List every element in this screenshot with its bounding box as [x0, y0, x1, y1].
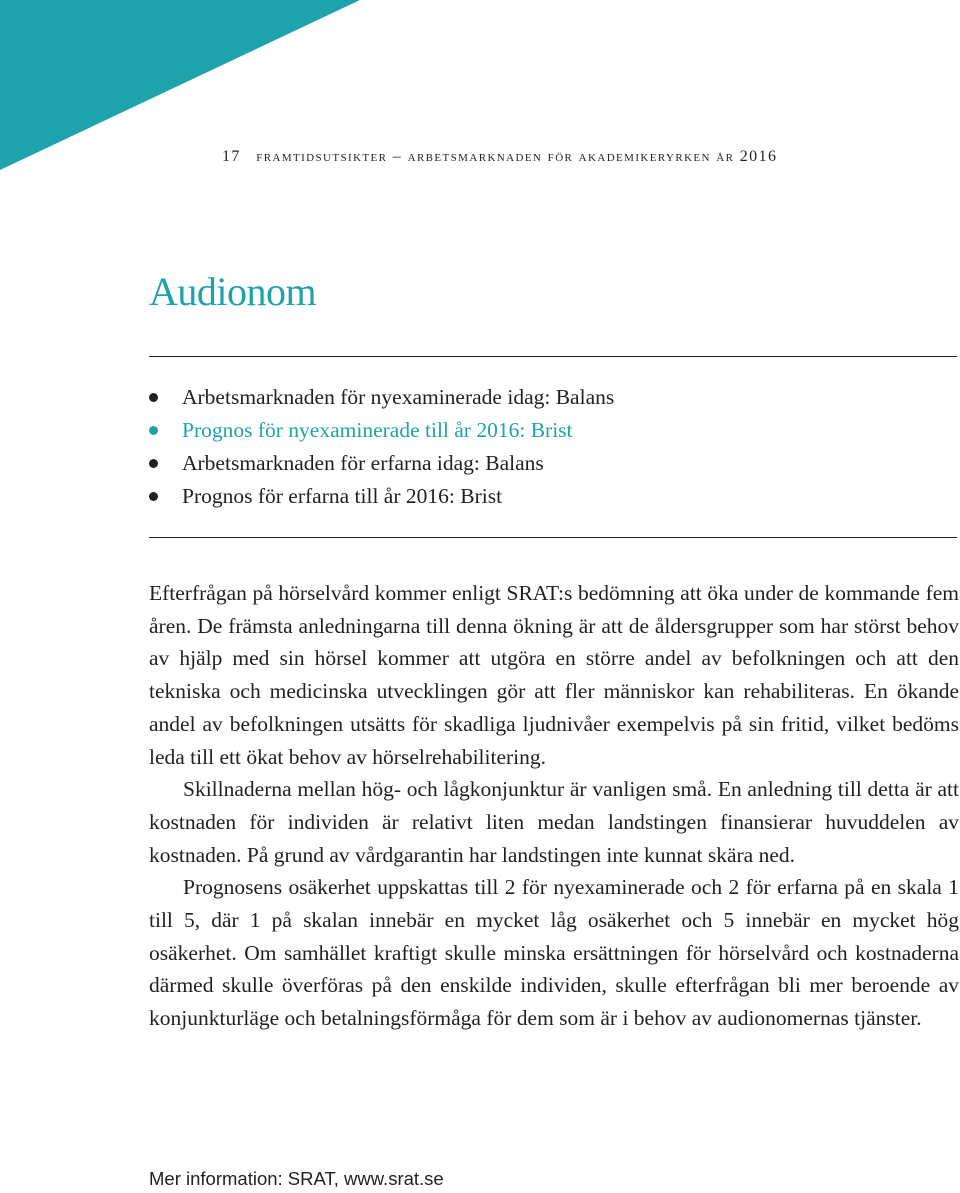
- bullet-icon: [149, 459, 158, 468]
- fact-text: Prognos för erfarna till år 2016: Brist: [182, 484, 503, 508]
- fact-text: Arbetsmarknaden för erfarna idag: Balans: [182, 451, 544, 475]
- running-header: [222, 148, 777, 166]
- bullet-icon: [149, 393, 158, 402]
- fact-item: [149, 414, 614, 447]
- fact-list: [149, 381, 614, 513]
- body-text: [149, 577, 959, 1035]
- page-title: Audionom: [149, 269, 317, 314]
- corner-triangle: [0, 0, 360, 170]
- divider-top: [149, 356, 957, 357]
- paragraph: Skillnaderna mellan hög- och lågkonjunktur är vanligen små. En anledning till detta är att kostnaden för individen är relativt liten medan landstingen finansierar huvuddelen av kostnaden. På grund av vårdgarantin har landstingen inte kunnat skära ned.: [149, 777, 959, 867]
- page-number: 17: [222, 148, 241, 165]
- fact-item: [149, 480, 614, 513]
- fact-text: Arbetsmarknaden för nyexaminerade idag: Balans: [182, 385, 615, 409]
- bullet-icon: [149, 426, 158, 435]
- fact-item: [149, 381, 614, 414]
- corner-decoration: [0, 0, 360, 170]
- divider-bottom: [149, 537, 957, 538]
- bullet-icon: [149, 492, 158, 501]
- fact-text: Prognos för nyexaminerade till år 2016: Brist: [182, 418, 573, 442]
- more-info: Mer information: SRAT, www.srat.se: [149, 1168, 444, 1189]
- running-title: framtidsutsikter – arbetsmarknaden för akademikeryrken år 2016: [256, 148, 778, 165]
- paragraph: Efterfrågan på hörselvård kommer enligt SRAT:s bedömning att öka under de kommande fem åren. De främsta anledningarna till denna ökning är att de åldersgrupper som har störst behov av hjälp med sin hörsel kommer att utgöra en större andel av befolkningen och att den tekniska och medicinska utvecklingen gör att fler människor kan rehabiliteras. En ökande andel av befolkningen utsätts för skadliga ljudnivåer exempelvis på sin fritid, vilket bedöms leda till ett ökat behov av hörselrehabilitering.: [149, 581, 959, 769]
- paragraph: Prognosens osäkerhet uppskattas till 2 för nyexaminerade och 2 för erfarna på en skala 1 till 5, där 1 på skalan innebär en mycket låg osäkerhet och 5 innebär en mycket hög osäkerhet. Om samhället kraftigt skulle minska ersättningen för hörselvård och kostnaderna därmed skulle överföras på den enskilde individen, skulle efterfrågan bli mer beroende av konjunkturläge och betalningsförmåga för dem som är i behov av audionomernas tjänster.: [149, 875, 959, 1031]
- fact-item: [149, 447, 614, 480]
